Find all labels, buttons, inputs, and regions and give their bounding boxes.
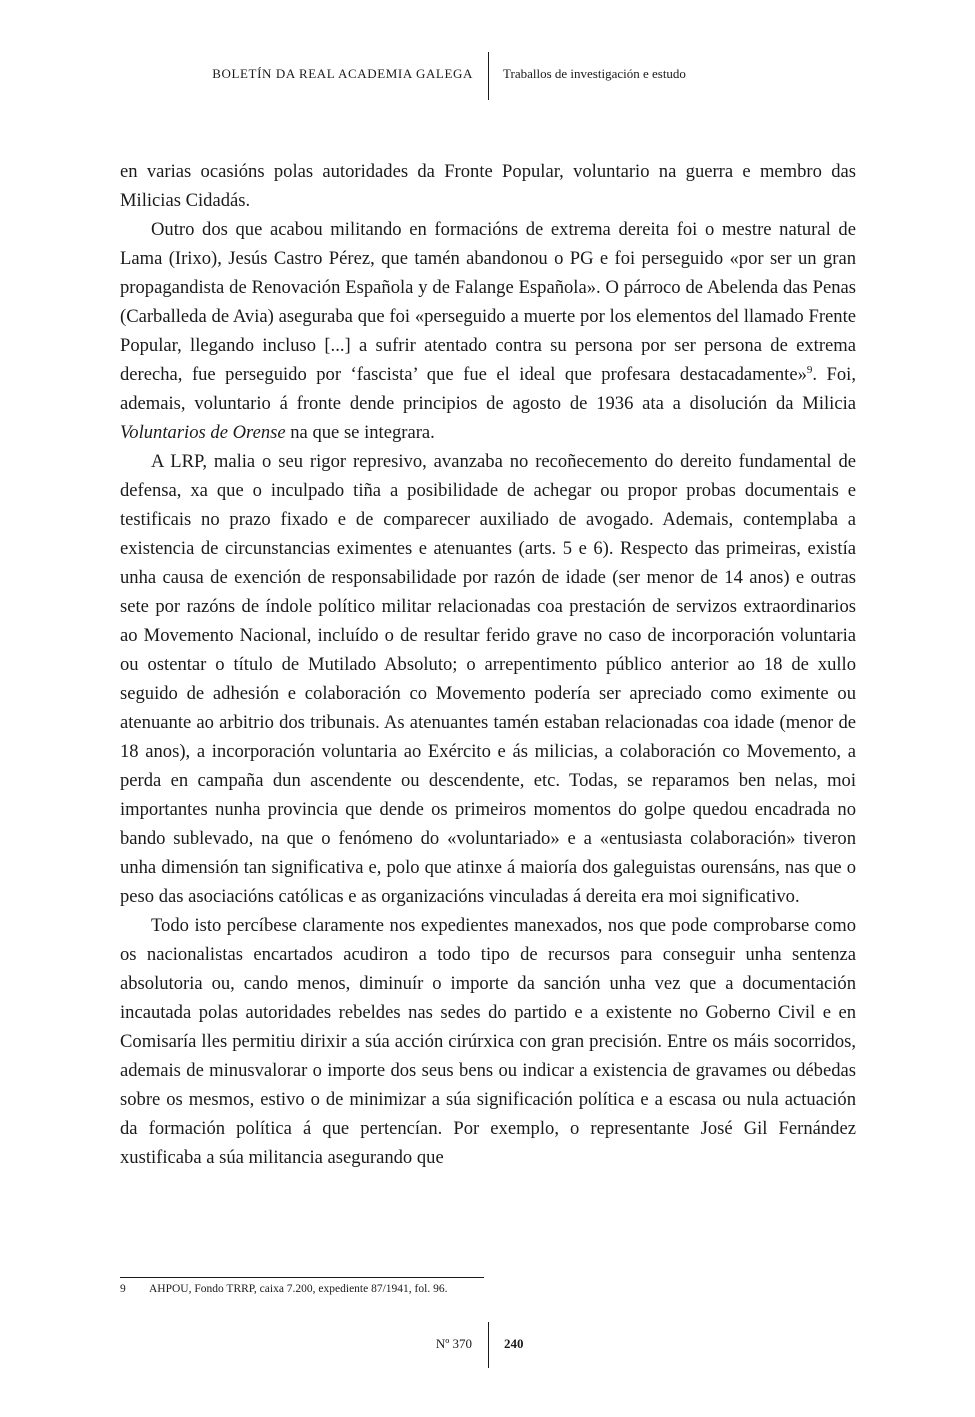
paragraph-2 <box>120 215 856 447</box>
journal-title: BOLETÍN DA REAL ACADEMIA GALEGA <box>212 66 473 81</box>
paragraph-2-text: Outro dos que acabou militando en formacións de extrema dereita foi o mestre natural de Lama (Irixo), Jesús Castro Pérez, que tamén abandonou o PG e foi perseguido «por ser un gran propagandista de Renovación Española y de Falange Española». O párroco de Abelenda das Penas (Carballeda de Avia) aseguraba que foi «perseguido a muerte por los elementos del llamado Frente Popular, llegando incluso [...] a sufrir atentado contra su persona por ser persona de extrema derecha, fue perseguido por ‘fascista’ que fue el ideal que profesara destacadamente» <box>120 219 856 385</box>
main-text <box>120 157 856 1172</box>
issue-number: Nº 370 <box>435 1336 472 1351</box>
paragraph-2-end: na que se integrara. <box>285 422 435 443</box>
footnote-text: AHPOU, Fondo TRRP, caixa 7.200, expediente 87/1941, fol. 96. <box>149 1283 448 1295</box>
footnote <box>120 1283 447 1295</box>
page-footer <box>0 1322 975 1368</box>
page-header <box>0 52 975 100</box>
section-title: Traballos de investigación e estudo <box>503 66 686 81</box>
paragraph-3: A LRP, malia o seu rigor represivo, avanzaba no recoñecemento do dereito fundamental de defensa, xa que o inculpado tiña a posibilidade de achegar ou propor probas documentais e testificais no prazo fixado e de comparecer auxiliado de avogado. Ademais, contemplaba a existencia de circunstancias eximentes e atenuantes (arts. 5 e 6). Respecto das primeiras, existía unha causa de exención de responsabilidade por razón de idade (ser menor de 14 anos) e outras sete por razóns de índole político militar relacionadas coa prestación de servizos extraordinarios ao Movemento Nacional, incluído o de resultar ferido grave no caso de incorporación voluntaria ou ostentar o título de Mutilado Absoluto; o arrepentimento público anterior ao 18 de xullo seguido de adhesión e colaboración co Movemento podería ser apreciado como eximente ou atenuante ao arbitrio dos tribunais. As atenuantes tamén estaban relacionadas coa idade (menor de 18 anos), a incorporación voluntaria ao Exército e ás milicias, a colaboración co Movemento, a perda en campaña dun ascendente ou descendente, etc. Todas, se reparamos ben nelas, moi importantes nunha provincia que dende os primeiros momentos do golpe quedou encadrada no bando sublevado, na que o fenómeno do «voluntariado» e a «entusiasta colaboración» tiveron unha dimensión tan significativa e, polo que atinxe á maioría dos galeguistas ourensáns, nas que o peso das asociacións católicas e as organizacións vinculadas á dereita era moi significativo. <box>120 451 856 907</box>
page-number: 240 <box>504 1336 524 1351</box>
footnote-rule <box>120 1277 484 1278</box>
paragraph-4: Todo isto percíbese claramente nos expedientes manexados, nos que pode comprobarse como os nacionalistas encartados acudiron a todo tipo de recursos para conseguir unha sentenza absolutoria ou, cando menos, diminuír o importe da sanción unha vez que a documentación incautada polas autoridades rebeldes nas sedes do partido e a existente no Goberno Civil e en Comisaría lles permitiu dirixir a súa acción cirúrxica con gran precisión. Entre os máis socorridos, ademais de minusvalorar o importe dos seus bens ou indicar a existencia de gravames ou débedas sobre os mesmos, estivo o de minimizar a súa significación política e a escasa ou nula actuación da formación política á que pertencían. Por exemplo, o representante José Gil Fernández xustificaba a súa militancia asegurando que <box>120 915 856 1168</box>
paragraph-2-text-cont: . Foi, ademais, voluntario á fronte dende principios de agosto de 1936 ata a disolución da Milicia <box>120 364 857 414</box>
footnote-reference: 9 <box>806 363 813 376</box>
header-divider <box>488 52 489 100</box>
footer-divider <box>488 1322 489 1368</box>
militia-name: Voluntarios de Orense <box>120 422 286 443</box>
paragraph-1: en varias ocasións polas autoridades da Fronte Popular, voluntario na guerra e membro das Milicias Cidadás. <box>120 161 856 211</box>
footnote-number: 9 <box>120 1283 126 1295</box>
